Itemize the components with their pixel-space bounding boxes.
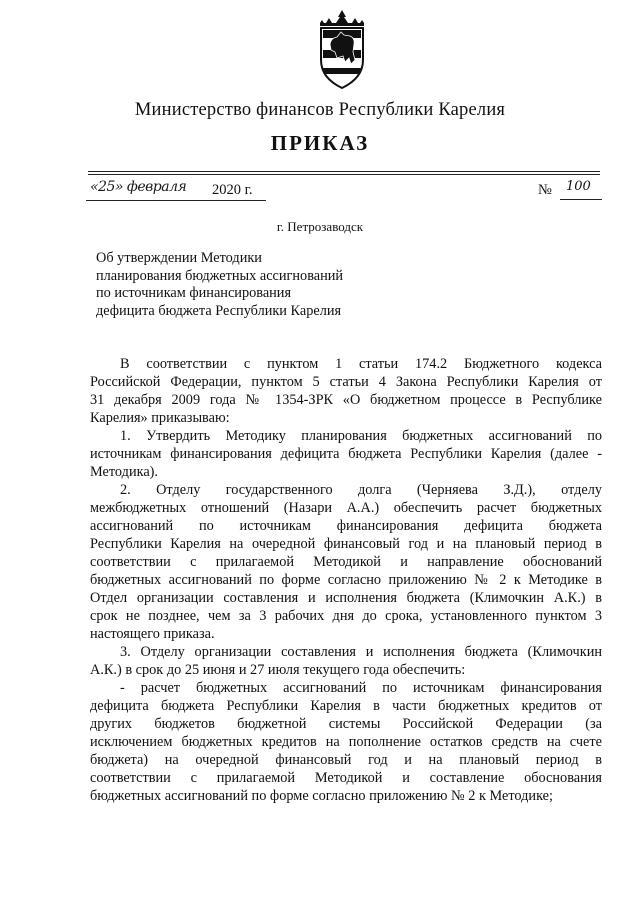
body-line: А.К.) в срок до 25 июня и 27 июля текущего года обеспечить: [90, 662, 466, 678]
ministry-name: Министерство финансов Республики Карелия [134, 100, 506, 120]
body-line: Российской Федерации, пунктом 5 статьи 4 Закона Республики Карелия от [90, 374, 602, 390]
city: г. Петрозаводск [276, 219, 364, 234]
body-line: Карелия» приказываю: [90, 410, 230, 426]
body-line: 3. Отделу организации составления и исполнения бюджета (Климочкин [120, 644, 602, 660]
subject-line: по источникам финансирования [96, 285, 292, 301]
body-line: 31 декабря 2009 года № 1354-ЗРК «О бюджетном процессе в Республике [90, 392, 602, 408]
body-line: настоящего приказа. [90, 626, 215, 642]
divider-line [88, 174, 600, 175]
handwritten-number: 100 [566, 179, 591, 194]
body-line: дефицита бюджета Республики Карелия в части бюджетных кредитов от [90, 698, 602, 714]
body-line: соответствии с прилагаемой Методикой и составление обоснования [90, 770, 602, 786]
karelia-coat-of-arms-icon [317, 8, 367, 90]
date-year: 2020 г. [212, 182, 253, 198]
number-label: № [538, 182, 552, 198]
body-line: межбюджетных отношений (Назари А.А.) обеспечить расчет бюджетных [90, 500, 602, 516]
body-line: соответствии с прилагаемой Методикой и направление обоснований [90, 554, 602, 570]
body-line: бюджета) на очередной финансовый год и на плановый период в [90, 752, 602, 768]
body-line: бюджетных ассигнований по форме согласно приложению № 2 к Методике; [90, 788, 553, 804]
body-line: бюджетных ассигнований по форме согласно приложению № 2 к Методике в [90, 572, 602, 588]
number-underline [560, 199, 602, 200]
body-line: ассигнований по источникам финансирования дефицита бюджета [90, 518, 602, 534]
body-line: В соответствии с пунктом 1 статьи 174.2 Бюджетного кодекса [120, 356, 602, 372]
subject-line: планирования бюджетных ассигнований [96, 267, 344, 284]
order-number [538, 180, 602, 200]
body-line: - расчет бюджетных ассигнований по источникам финансирования [120, 680, 602, 696]
body-line: источникам финансирования дефицита бюджета Республики Карелия (далее - [90, 446, 602, 462]
body-line: 2. Отделу государственного долга (Черняева З.Д.), отделу [120, 482, 602, 498]
body-line: Методика). [90, 464, 159, 480]
subject-line: дефицита бюджета Республики Карелия [96, 302, 342, 319]
body-line: других бюджетов бюджетной системы Российской Федерации (за [90, 716, 602, 732]
body-line: Отдел организации составления и исполнения бюджета (Климочкин А.К.) в [90, 590, 602, 606]
body-line: срок не позднее, чем за 3 рабочих дня до срока, установленного пунктом 3 [90, 608, 602, 624]
body-line: Республики Карелия на очередной финансовый год и на плановый период в [90, 536, 602, 552]
order-body [90, 355, 602, 805]
order-subject [96, 250, 343, 320]
order-date [86, 180, 266, 201]
divider-line [88, 171, 600, 172]
document-title: ПРИКАЗ [270, 131, 370, 155]
body-line: исключением бюджетных кредитов на пополнение остатков средств на счете [90, 734, 602, 750]
body-line: 1. Утвердить Методику планирования бюджетных ассигнований по [120, 428, 602, 444]
handwritten-date: «25» февраля [90, 179, 187, 195]
subject-line: Об утверждении Методики [96, 250, 262, 266]
